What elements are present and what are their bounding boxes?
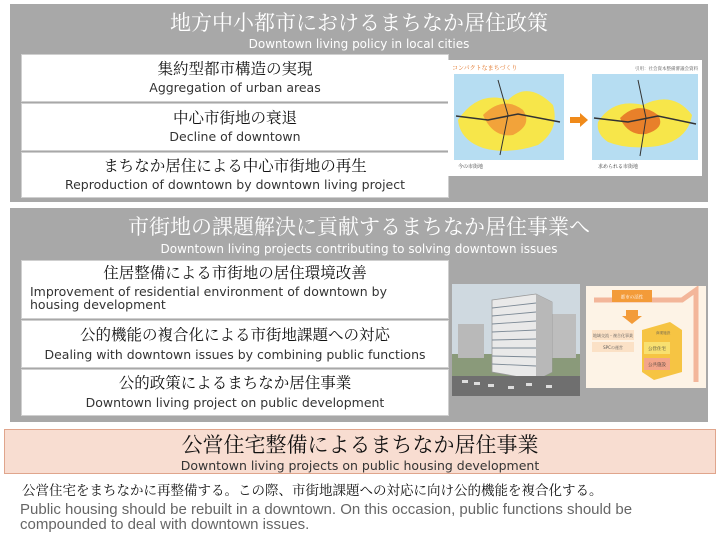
footer-text-en: Public housing should be rebuilt in a downtown. On this occasion, public functions should be compounded to deal with downtown issues. bbox=[20, 501, 633, 533]
project-scheme-diagram bbox=[586, 286, 706, 388]
compact-city-illustration bbox=[448, 60, 702, 176]
policy-title-jp: 地方中小都市におけるまちなか居住政策 bbox=[170, 11, 548, 35]
compact-city-diagram bbox=[448, 60, 702, 176]
policy-title-en: Downtown living policy in local cities bbox=[248, 37, 470, 51]
card-title-jp: まちなか居住による中心市街地の再生 bbox=[103, 157, 367, 175]
scheme-mid-label-2: SPCの運営 bbox=[603, 345, 623, 350]
card-title-en: Improvement of residential environment of downtown by housing development bbox=[30, 284, 387, 312]
card-title-jp: 集約型都市構造の実現 bbox=[157, 60, 313, 78]
diagram-source: 引用：社会資本整備審議会資料 bbox=[635, 67, 698, 72]
policy-card-decline bbox=[21, 103, 449, 151]
card-title-jp: 公的機能の複合化による市街地課題への対応 bbox=[79, 326, 390, 344]
scheme-mid-label-3: 商業施設 bbox=[656, 331, 671, 335]
projects-panel bbox=[10, 208, 708, 422]
card-title-jp: 公的政策によるまちなか居住事業 bbox=[118, 374, 352, 392]
project-card-residential bbox=[21, 260, 449, 319]
card-title-en: Decline of downtown bbox=[169, 129, 301, 144]
scheme-bottom-label-1: 公営住宅 bbox=[648, 347, 666, 352]
apartment-tower-side bbox=[536, 294, 552, 380]
banner-title-en: Downtown living projects on public housing development bbox=[180, 458, 540, 473]
arrow-right-icon bbox=[570, 113, 588, 127]
card-title-en: Downtown living project on public development bbox=[85, 395, 385, 410]
card-title-jp: 中心市街地の衰退 bbox=[172, 109, 297, 127]
footer-text-jp: 公営住宅をまちなかに再整備する。この際、市街地課題への対応に向け公的機能を複合化する。 bbox=[22, 483, 603, 499]
housing-building-illustration bbox=[452, 284, 580, 396]
projects-title-en: Downtown living projects contributing to solving downtown issues bbox=[160, 242, 558, 256]
parking-lot bbox=[452, 376, 580, 396]
background-building bbox=[458, 324, 484, 358]
diagram-left-caption: 今の市街地 bbox=[458, 164, 484, 170]
card-title-en: Dealing with downtown issues by combining public functions bbox=[44, 347, 426, 362]
card-title-en: Reproduction of downtown by downtown living project bbox=[64, 177, 406, 192]
policy-card-aggregation bbox=[21, 54, 449, 102]
diagram-right-caption: 求められる市街地 bbox=[598, 164, 639, 170]
housing-building-photo bbox=[452, 284, 580, 396]
card-title-jp: 住居整備による市街地の居住環境改善 bbox=[103, 264, 367, 282]
scheme-mid-label-1: 地域交流・複合化事業 bbox=[593, 333, 633, 338]
scheme-bottom-label-2: 公共施設 bbox=[648, 363, 666, 368]
policy-panel bbox=[10, 4, 708, 202]
scheme-top-label: 都市の活性 bbox=[620, 295, 644, 301]
project-card-public-functions bbox=[21, 320, 449, 368]
public-housing-banner bbox=[4, 429, 716, 474]
project-scheme-illustration bbox=[586, 286, 706, 388]
projects-title-jp: 市街地の課題解決に貢献するまちなか居住事業へ bbox=[128, 215, 590, 239]
policy-card-reproduction bbox=[21, 152, 449, 198]
banner-title-jp: 公営住宅整備によるまちなか居住事業 bbox=[181, 433, 539, 457]
card-title-en: Aggregation of urban areas bbox=[149, 80, 321, 95]
project-card-public-development bbox=[21, 369, 449, 416]
diagram-title: コンパクトなまちづくり bbox=[452, 65, 518, 72]
